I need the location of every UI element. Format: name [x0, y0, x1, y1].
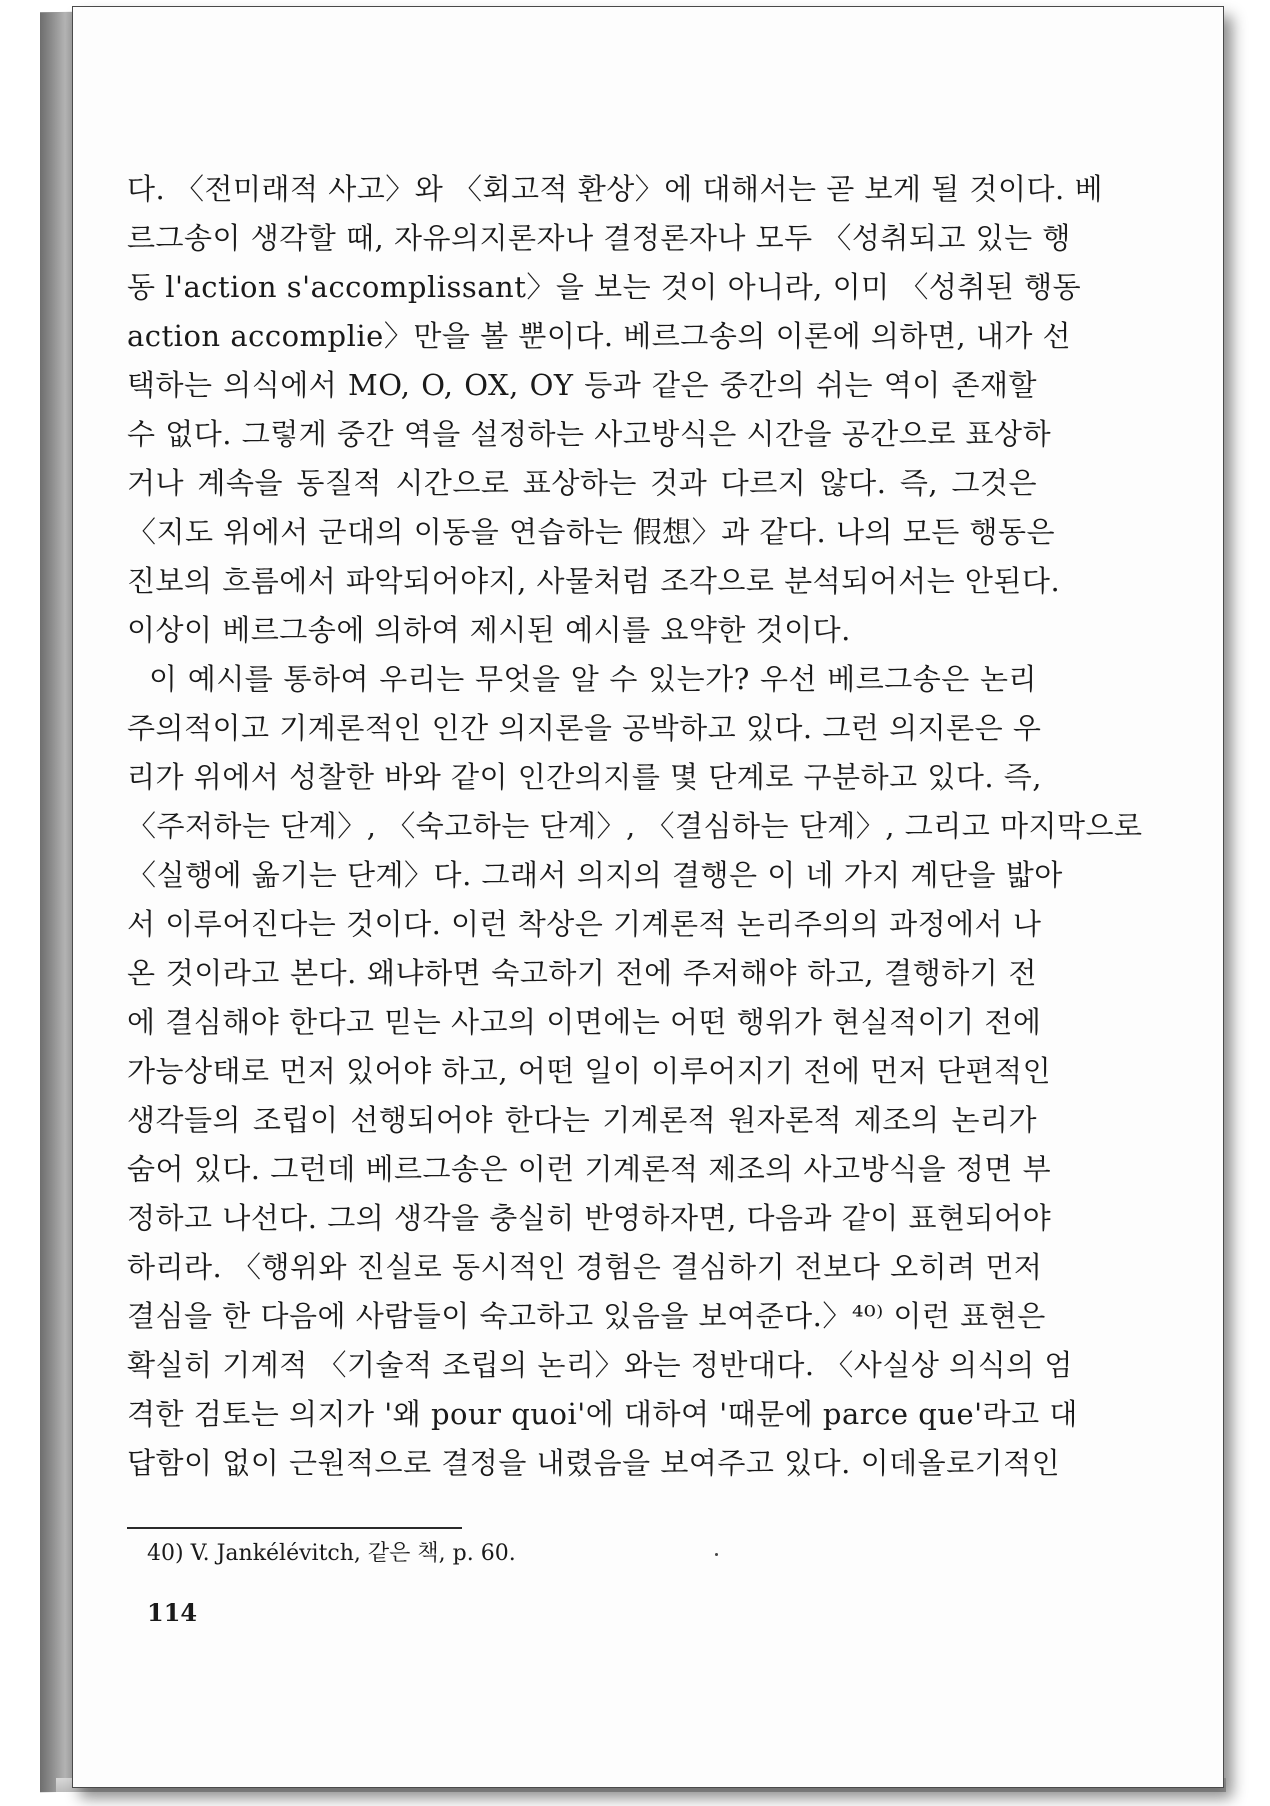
- text-line: 온 것이라고 본다. 왜냐하면 숙고하기 전에 주저해야 하고, 결행하기 전: [127, 956, 1037, 990]
- text-line: 주의적이고 기계론적인 인간 의지론을 공박하고 있다. 그런 의지론은 우: [127, 711, 1042, 745]
- scan-speck: [715, 1553, 718, 1556]
- text-line: 동 l'action s'accomplissant〉을 보는 것이 아니라, 이미 〈성취된 행동: [127, 270, 1082, 304]
- page-number: 114: [147, 1598, 198, 1627]
- text-line: 생각들의 조립이 선행되어야 한다는 기계론적 원자론적 제조의 논리가: [127, 1103, 1037, 1137]
- text-line: 〈주저하는 단계〉, 〈숙고하는 단계〉, 〈결심하는 단계〉, 그리고 마지막으로: [127, 809, 1143, 843]
- text-line: 답함이 없이 근원적으로 결정을 내렸음을 보여주고 있다. 이데올로기적인: [127, 1446, 1061, 1480]
- text-line: 확실히 기계적 〈기술적 조립의 논리〉와는 정반대다. 〈사실상 의식의 엄: [127, 1348, 1073, 1382]
- text-line: 거나 계속을 동질적 시간으로 표상하는 것과 다르지 않다. 즉, 그것은: [127, 466, 1037, 500]
- footnote: 40) V. Jankélévitch, 같은 책, p. 60.: [147, 1541, 516, 1566]
- text-line: 정하고 나선다. 그의 생각을 충실히 반영하자면, 다음과 같이 표현되어야: [127, 1201, 1052, 1235]
- text-line: 르그송이 생각할 때, 자유의지론자나 결정론자나 모두 〈성취되고 있는 행: [127, 221, 1071, 255]
- text-line: 〈실행에 옮기는 단계〉다. 그래서 의지의 결행은 이 네 가지 계단을 밟아: [127, 858, 1063, 892]
- text-line: 다. 〈전미래적 사고〉와 〈회고적 환상〉에 대해서는 곧 보게 될 것이다. 베: [127, 172, 1103, 206]
- text-line: 리가 위에서 성찰한 바와 같이 인간의지를 몇 단계로 구분하고 있다. 즉,: [127, 760, 1043, 794]
- book-spine: [40, 12, 76, 1792]
- text-line: 진보의 흐름에서 파악되어야지, 사물처럼 조각으로 분석되어서는 안된다.: [127, 564, 1061, 598]
- text-line: 수 없다. 그렇게 중간 역을 설정하는 사고방식은 시간을 공간으로 표상하: [127, 417, 1052, 451]
- text-line: 가능상태로 먼저 있어야 하고, 어떤 일이 이루어지기 전에 먼저 단편적인: [127, 1054, 1052, 1088]
- footnote-divider: [127, 1527, 462, 1529]
- text-line: 이 예시를 통하여 우리는 무엇을 알 수 있는가? 우선 베르그송은 논리: [149, 662, 1037, 696]
- text-line: 서 이루어진다는 것이다. 이런 착상은 기계론적 논리주의의 과정에서 나: [127, 907, 1042, 941]
- text-line: 격한 검토는 의지가 '왜 pour quoi'에 대하여 '때문에 parce que'라고 대: [127, 1397, 1078, 1431]
- text-line: 택하는 의식에서 MO, O, OX, OY 등과 같은 중간의 쉬는 역이 존재할: [127, 368, 1037, 402]
- text-line: action accomplie〉만을 볼 뿐이다. 베르그송의 이론에 의하면, 내가 선: [127, 319, 1072, 353]
- text-line: 숨어 있다. 그런데 베르그송은 이런 기계론적 제조의 사고방식을 정면 부: [127, 1152, 1052, 1186]
- text-line: 이상이 베르그송에 의하여 제시된 예시를 요약한 것이다.: [127, 613, 851, 647]
- text-line: 에 결심해야 한다고 믿는 사고의 이면에는 어떤 행위가 현실적이기 전에: [127, 1005, 1042, 1039]
- text-line: 하리라. 〈행위와 진실로 동시적인 경험은 결심하기 전보다 오히려 먼저: [127, 1250, 1043, 1284]
- text-line: 〈지도 위에서 군대의 이동을 연습하는 假想〉과 같다. 나의 모든 행동은: [127, 515, 1056, 549]
- text-line: 결심을 한 다음에 사람들이 숙고하고 있음을 보여준다.〉⁴⁰⁾ 이런 표현은: [127, 1299, 1046, 1333]
- body-text: [127, 165, 1143, 1488]
